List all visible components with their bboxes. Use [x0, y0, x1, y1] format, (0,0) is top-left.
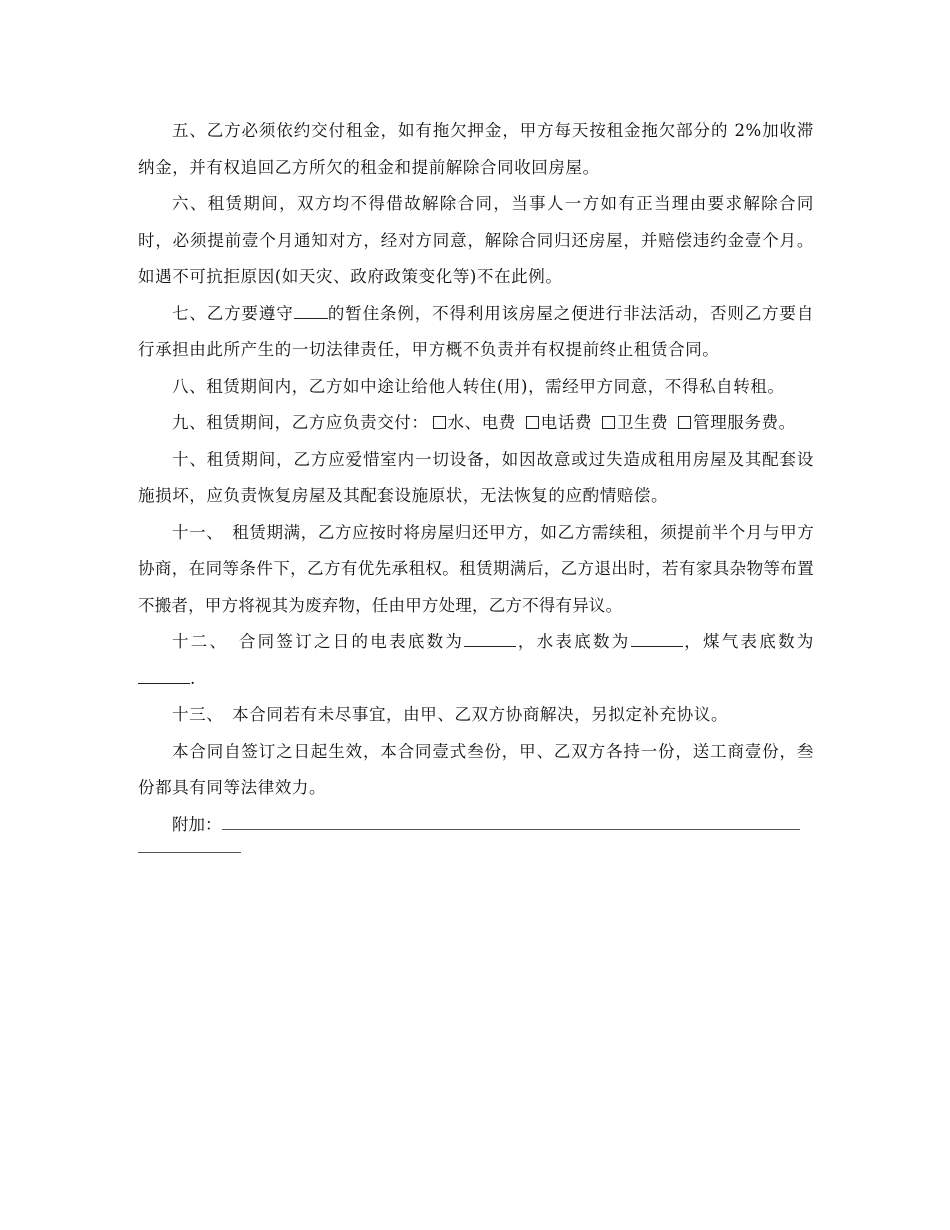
checkbox-sanitation[interactable] [602, 416, 615, 429]
clause-12 [138, 624, 814, 697]
appendix [138, 807, 814, 844]
clause-9 [138, 405, 814, 442]
blank-gas-meter[interactable] [138, 669, 190, 684]
clause-12-electric: 十二、 合同签订之日的电表底数为 [172, 632, 465, 651]
option-water-electric: 水、电费 [447, 413, 516, 432]
checkbox-phone[interactable] [526, 416, 539, 429]
clause-7-suffix: 的暂住条例，不得利用该房屋之便进行非法活动，否则乙方要自行承担由此所产生的一切法律责任，甲方概不负责并有权提前终止租赁合同。 [138, 303, 814, 359]
clause-5: 五、乙方必须依约交付租金，如有拖欠押金，甲方每天按租金拖欠部分的 2%加收滞纳金，并有权追回乙方所欠的租金和提前解除合同收回房屋。 [138, 121, 814, 177]
blank-water-meter[interactable] [631, 632, 683, 647]
checkbox-management[interactable] [678, 416, 691, 429]
clause-12-water: ，水表底数为 [516, 632, 631, 651]
blank-electric-meter[interactable] [464, 632, 516, 647]
checkbox-water-electric[interactable] [433, 416, 446, 429]
clause-6: 六、租赁期间，双方均不得借故解除合同，当事人一方如有正当理由要求解除合同时，必须提前壹个月通知对方，经对方同意，解除合同归还房屋，并赔偿违约金壹个月。如遇不可抗拒原因(如天灾、政府政策变化等)不在此例。 [138, 194, 814, 286]
effective-clause: 本合同自签订之日起生效，本合同壹式叁份，甲、乙双方各持一份，送工商壹份，叁份都具有同等法律效力。 [138, 741, 814, 797]
clause-7 [138, 296, 814, 369]
option-management: 管理服务费。 [693, 413, 796, 432]
contract-body [138, 113, 814, 853]
appendix-label: 附加： [172, 814, 222, 834]
clause-13: 十三、 本合同若有未尽事宜，由甲、乙双方协商解决，另拟定补充协议。 [172, 705, 729, 724]
clause-11: 十一、 租赁期满，乙方应按时将房屋归还甲方，如乙方需续租，须提前半个月与甲方协商，在同等条件下，乙方有优先承租权。租赁期满后，乙方退出时，若有家具杂物等布置不搬者，甲方将视其为废弃物，任由甲方处理，乙方不得有异议。 [138, 522, 814, 615]
appendix-line-continuation[interactable] [138, 851, 241, 853]
clause-7-prefix: 七、乙方要遵守 [172, 303, 294, 323]
option-phone: 电话费 [540, 413, 593, 432]
clause-10: 十、租赁期间，乙方应爱惜室内一切设备，如因故意或过失造成租用房屋及其配套设施损坏，应负责恢复房屋及其配套设施原状，无法恢复的应酌情赔偿。 [138, 449, 814, 505]
appendix-line[interactable] [222, 813, 800, 830]
clause-9-prefix: 九、租赁期间，乙方应负责交付： [172, 413, 429, 432]
clause-12-gas: ，煤气表底数为 [682, 632, 814, 651]
clause-12-end: . [190, 668, 196, 688]
clause-8: 八、租赁期间内，乙方如中途让给他人转住(用)，需经甲方同意，不得私自转租。 [172, 376, 785, 396]
option-sanitation: 卫生费 [616, 413, 669, 432]
blank-residence-regulation[interactable] [294, 304, 328, 319]
